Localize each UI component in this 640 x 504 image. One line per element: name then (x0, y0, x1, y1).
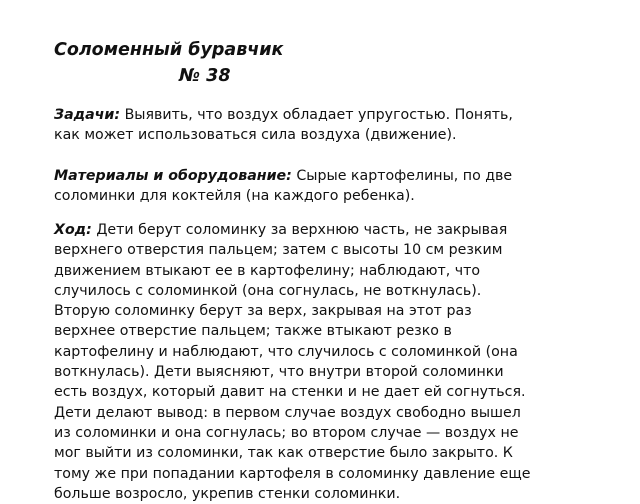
tasks-text: Выявить, что воздух обладает упругостью. Понять, (124, 107, 513, 123)
procedure-line: картофелину и наблюдают, что случилось с соломинкой (она (54, 343, 518, 360)
tasks-label: Задачи: (54, 107, 121, 123)
procedure-line: есть воздух, который давит на стенки и не дает ей согнуться. (54, 384, 526, 401)
tasks-line: как может использоваться сила воздуха (движение). (54, 127, 457, 144)
procedure-line (54, 220, 614, 240)
procedure-line: мог выйти из соломинки, так как отверстие было закрыто. К (54, 445, 513, 462)
procedure-text: Дети берут соломинку за верхнюю часть, не закрывая (96, 222, 508, 238)
materials-line (54, 166, 614, 186)
document-title: Соломенный буравчик (54, 40, 284, 60)
procedure-line: из соломинки и она согнулась; во втором случае — воздух не (54, 424, 519, 441)
procedure-line: верхнего отверстия пальцем; затем с высоты 10 см резким (54, 242, 503, 259)
procedure-line: больше возросло, укрепив стенки соломинки. (54, 485, 401, 502)
materials-label: Материалы и оборудование: (54, 168, 292, 184)
procedure-line: воткнулась). Дети выясняют, что внутри второй соломинки (54, 364, 504, 381)
materials-section (54, 166, 614, 207)
procedure-section (54, 220, 614, 504)
procedure-line: Дети делают вывод: в первом случае воздух свободно вышел (54, 404, 521, 421)
materials-text: Сырые картофелины, по две (296, 168, 513, 184)
procedure-line: верхнее отверстие пальцем; также втыкают резко в (54, 323, 452, 340)
experiment-number: № 38 (179, 66, 231, 86)
materials-line: соломинки для коктейля (на каждого ребенка). (54, 188, 415, 205)
procedure-line: Вторую соломинку берут за верх, закрывая на этот раз (54, 303, 472, 320)
tasks-line (54, 105, 614, 125)
procedure-line: движением втыкают ее в картофелину; наблюдают, что (54, 262, 481, 279)
tasks-section (54, 105, 614, 146)
procedure-line: тому же при попадании картофеля в соломинку давление еще (54, 465, 531, 482)
procedure-line: случилось с соломинкой (она согнулась, не воткнулась). (54, 282, 482, 299)
procedure-label: Ход: (54, 222, 92, 238)
